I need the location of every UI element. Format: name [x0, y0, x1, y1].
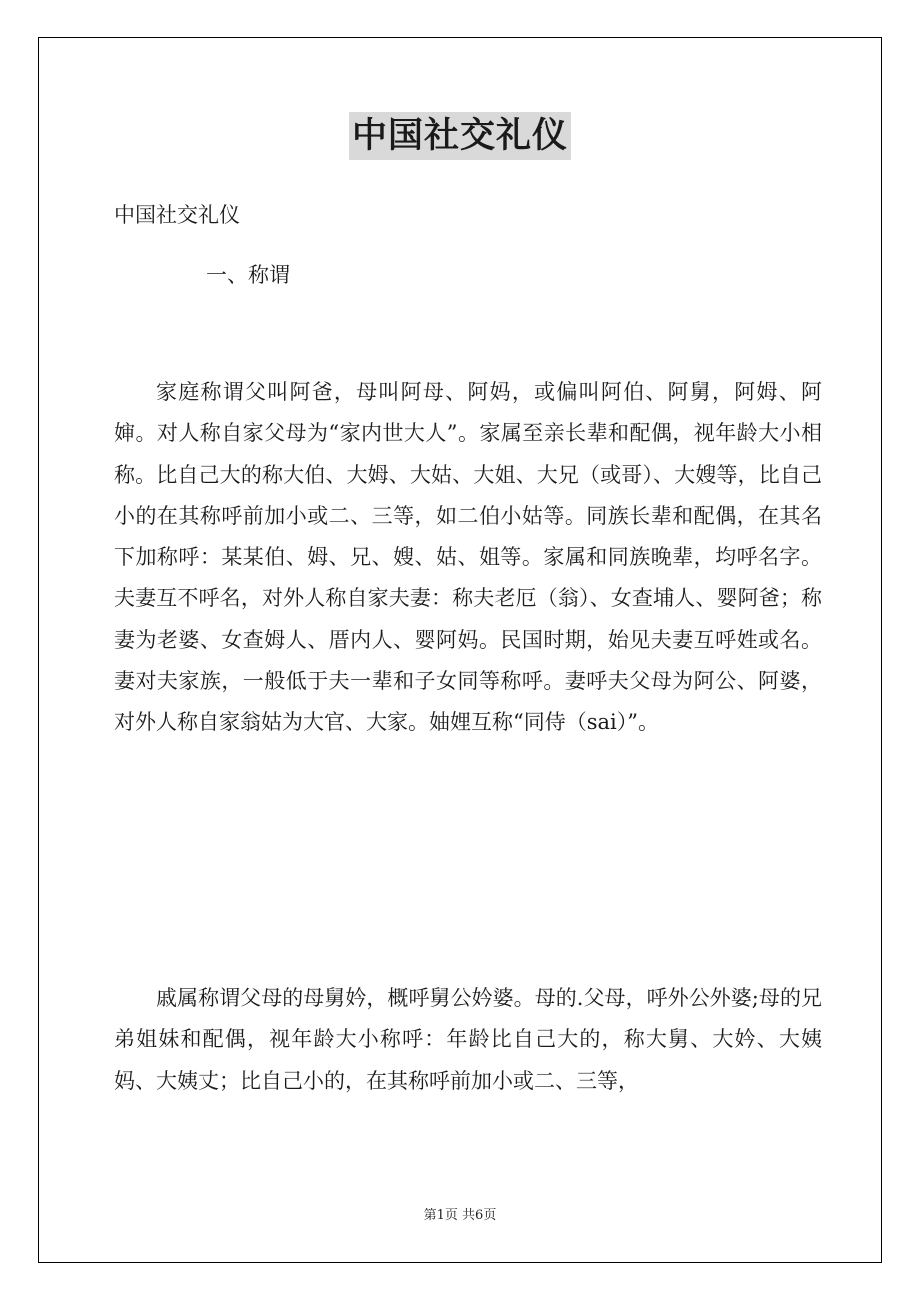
section-heading: 一、称谓 [206, 263, 290, 287]
page-number-footer: 第1页 共6页 [423, 1208, 497, 1223]
document-title-container [0, 112, 920, 160]
document-subtitle: 中国社交礼仪 [114, 203, 240, 227]
paragraph-relative-titles: 戚属称谓父母的母舅妗，概呼舅公妗婆。母的.父母，呼外公外婆;母的兄弟姐妹和配偶，视年龄大小称呼：年龄比自己大的，称大舅、大妗、大姨妈、大姨丈；比自己小的，在其称呼前加小或二、三等， [114, 986, 822, 1093]
paragraph-family-titles: 家庭称谓父叫阿爸，母叫阿母、阿妈，或偏叫阿伯、阿舅，阿姆、阿婶。对人称自家父母为“家内世大人”。家属至亲长辈和配偶，视年龄大小相称。比自己大的称大伯、大姆、大姑、大姐、大兄（或哥）、大嫂等，比自己小的在其称呼前加小或二、三等，如二伯小姑等。同族长辈和配偶，在其名下加称呼：某某伯、姆、兄、嫂、姑、姐等。家属和同族晚辈，均呼名字。夫妻互不呼名，对外人称自家夫妻：称夫老厄（翁）、女查埔人、婴阿爸；称妻为老婆、女查姆人、厝内人、婴阿妈。民国时期，始见夫妻互呼姓或名。妻对夫家族，一般低于夫一辈和子女同等称呼。妻呼夫父母为阿公、阿婆，对外人称自家翁姑为大官、大家。妯娌互称“同侍（sai）”。 [114, 380, 822, 735]
document-title: 中国社交礼仪 [349, 112, 571, 160]
